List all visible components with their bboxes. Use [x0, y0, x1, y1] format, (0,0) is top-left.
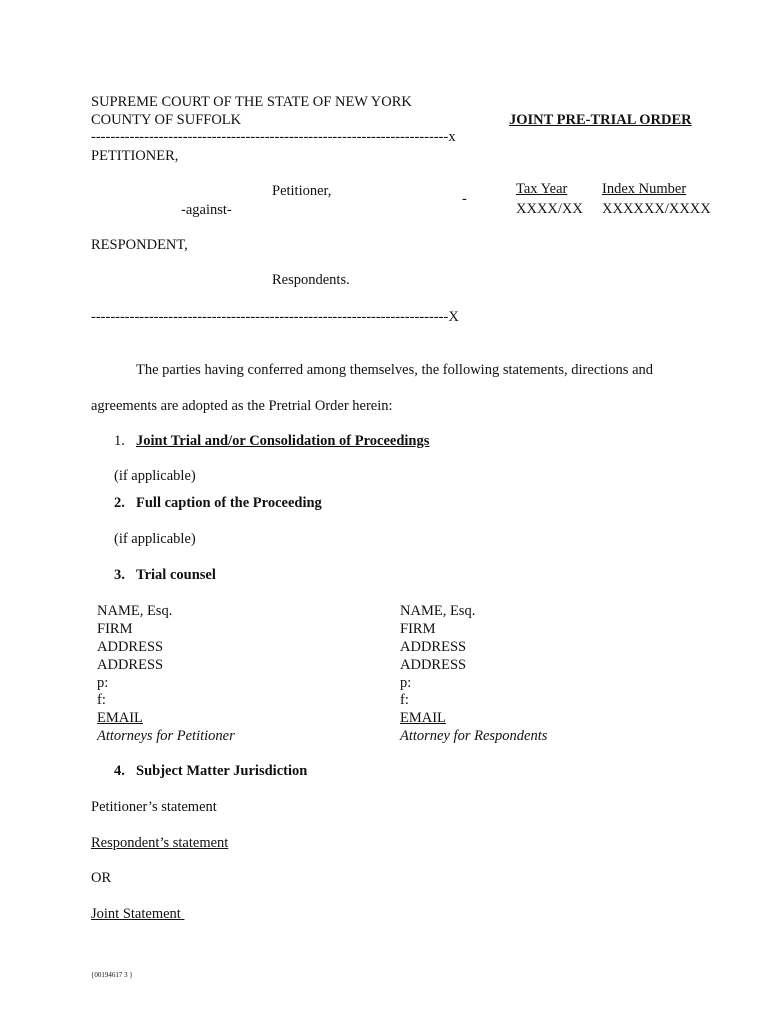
- section-4-number: 4.: [114, 763, 125, 779]
- counsel-right-fax: f:: [400, 692, 409, 708]
- section-1-title: Joint Trial and/or Consolidation of Proceedings: [136, 433, 430, 449]
- counsel-right-address-1: ADDRESS: [400, 639, 467, 655]
- petitioner-role: Petitioner,: [272, 183, 332, 199]
- intro-line-1: The parties having conferred among themselves, the following statements, directions and: [136, 362, 654, 378]
- counsel-right-name: NAME, Esq.: [400, 603, 476, 619]
- section-2-number: 2.: [114, 495, 125, 511]
- counsel-left-name: NAME, Esq.: [97, 603, 173, 619]
- section-2-title: Full caption of the Proceeding: [136, 495, 322, 511]
- joint-statement-blank: [181, 906, 185, 922]
- index-number-value: XXXXXX/XXXX: [602, 201, 711, 217]
- section-1-number: 1.: [114, 433, 125, 449]
- respondent-statement: Respondent’s statement: [91, 835, 229, 851]
- court-name: SUPREME COURT OF THE STATE OF NEW YORK: [91, 94, 412, 110]
- county-name: COUNTY OF SUFFOLK: [91, 112, 242, 128]
- petitioner-name: PETITIONER,: [91, 148, 179, 164]
- document-id: {00194617 3 }: [91, 971, 133, 979]
- counsel-left-firm: FIRM: [97, 621, 133, 637]
- counsel-right-firm: FIRM: [400, 621, 436, 637]
- intro-line-2: agreements are adopted as the Pretrial Order herein:: [91, 398, 393, 414]
- section-2-note: (if applicable): [114, 531, 196, 547]
- joint-statement-label: Joint Statement: [91, 906, 181, 922]
- counsel-right-address-2: ADDRESS: [400, 657, 467, 673]
- respondent-role: Respondents.: [272, 272, 350, 288]
- counsel-left-email: EMAIL: [97, 710, 143, 726]
- caption-dash-mark: -: [462, 191, 467, 207]
- section-3-number: 3.: [114, 567, 125, 583]
- tax-year-value: XXXX/XX: [516, 201, 583, 217]
- counsel-left-address-2: ADDRESS: [97, 657, 164, 673]
- index-number-label: Index Number: [602, 181, 687, 197]
- against-label: -against-: [181, 202, 232, 218]
- counsel-left-phone: p:: [97, 675, 109, 691]
- counsel-right-phone: p:: [400, 675, 412, 691]
- or-label: OR: [91, 870, 112, 886]
- respondent-name: RESPONDENT,: [91, 237, 188, 253]
- caption-divider-bottom: --------------------------------------------------------------------------X: [91, 309, 459, 325]
- section-3-title: Trial counsel: [136, 567, 216, 583]
- counsel-left-address-1: ADDRESS: [97, 639, 164, 655]
- counsel-right-role: Attorney for Respondents: [400, 728, 548, 744]
- petitioner-statement: Petitioner’s statement: [91, 799, 217, 815]
- counsel-left-role: Attorneys for Petitioner: [97, 728, 235, 744]
- tax-year-label: Tax Year: [516, 181, 568, 197]
- counsel-right-email: EMAIL: [400, 710, 446, 726]
- section-4-title: Subject Matter Jurisdiction: [136, 763, 308, 779]
- caption-divider-top: --------------------------------------------------------------------------x: [91, 129, 456, 145]
- counsel-left-fax: f:: [97, 692, 106, 708]
- section-1-note: (if applicable): [114, 468, 196, 484]
- joint-statement: [91, 906, 184, 923]
- order-title: JOINT PRE-TRIAL ORDER: [509, 112, 692, 128]
